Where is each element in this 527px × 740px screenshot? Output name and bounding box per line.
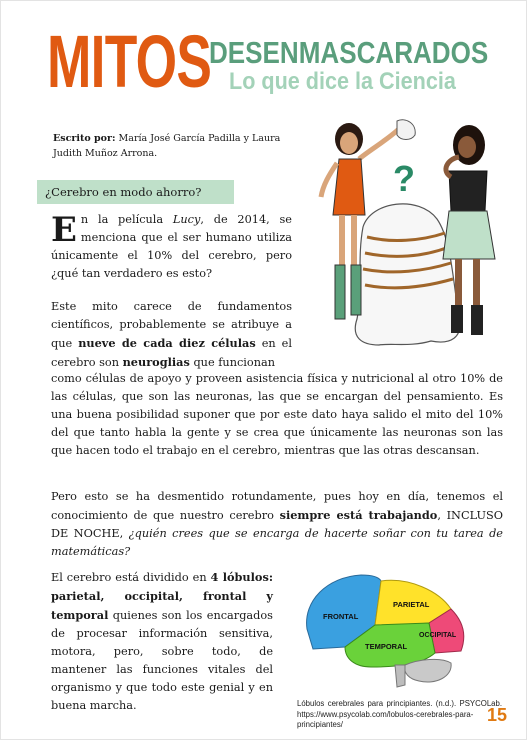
woman-left-arm-down: [321, 163, 337, 197]
brain-caption: Lóbulos cerebrales para principiantes. (n.d.). PSYCOLab. https://www.psycolab.com/lobulos-cerebrales-para-principiantes/: [297, 699, 502, 729]
woman-right-boot-2: [471, 305, 483, 335]
section-heading: ¿Cerebro en modo ahorro?: [37, 180, 234, 204]
woman-right-leg-2: [473, 259, 480, 305]
page-number: 15: [487, 705, 508, 725]
woman-left-leg-2: [351, 215, 357, 265]
title-tagline: Lo que dice la Ciencia: [229, 68, 456, 95]
intro-text-a: n la película: [80, 213, 173, 226]
brainstem: [395, 665, 405, 687]
paragraph-neuroglia-full: [51, 370, 503, 460]
author-label: Escrito por:: [53, 133, 116, 144]
woman-left-dress: [333, 159, 365, 215]
p3-bold: siempre está trabajando: [279, 508, 438, 522]
question-mark: ?: [393, 158, 415, 199]
p2-text-a: Este mito carece de fundamentos científicos, probablemente se atribuye a que: [51, 300, 292, 350]
paragraph-intro: [51, 211, 292, 283]
woman-right-face: [458, 136, 476, 158]
woman-right-boot-1: [451, 305, 463, 333]
p4-text-a: El cerebro está dividido en: [51, 571, 211, 584]
p4-bold: 4 lóbulos: parietal, occipital, frontal y temporal: [51, 570, 273, 622]
woman-left-boot-2: [351, 265, 361, 315]
ghost-mask: [397, 120, 415, 140]
intro-text-b: , de 2014, se menciona que el ser humano utiliza únicamente el 10% del cerebro, pero ¿qué tan verdadero es esto?: [51, 213, 292, 280]
p2-text-c: que funcionan: [189, 356, 275, 369]
woman-left-leg-1: [339, 215, 345, 265]
label-occipital: OCCIPITAL: [419, 632, 457, 639]
paragraph-lobes: [51, 568, 273, 715]
p3-text-a: Pero esto se ha desmentido rotundamente, pues hoy en día, tenemos el conocimiento de que nuestro cerebro: [51, 490, 503, 522]
ghost-sheet: [355, 204, 460, 345]
paragraph-neuroglia-intro: [51, 298, 292, 372]
p2-text-b: en el cerebro son: [51, 337, 292, 369]
woman-right-skirt: [443, 211, 495, 259]
title-desenmascarados: DESENMASCARADOS: [209, 35, 489, 70]
p4-text-b: quienes son los encargados de procesar información sensitiva, motora, pero, sobre todo, de mantener las funciones vitales del organismo y que todo este genial y en buena marcha.: [51, 609, 273, 712]
myth-illustration: [301, 119, 501, 351]
drop-cap: E: [51, 210, 77, 250]
p2-bold-1: nueve de cada diez células: [78, 336, 256, 350]
p3-text-b: , INCLUSO DE NOCHE,: [51, 509, 503, 540]
movie-title: Lucy: [172, 213, 201, 226]
label-parietal: PARIETAL: [393, 600, 430, 609]
label-temporal: TEMPORAL: [365, 642, 408, 651]
p2-full-text: como células de apoyo y proveen asistencia física y nutricional al otro 10% de las células, que son las neuronas, las que se encargan del pensamiento. Es una buena posibilidad suponer que por este dato haya salido el mito del 10% del que tanto habla la gente y se crea que únicamente las neuronas son las que hacen todo el trabajo en el cerebro, mientras que las otras descansan.: [51, 372, 503, 457]
brain-lobes-diagram: [301, 567, 471, 689]
woman-left-arm-up: [359, 127, 401, 159]
paragraph-brain-working: [51, 488, 503, 561]
label-frontal: FRONTAL: [323, 612, 359, 621]
title-mitos: MITOS: [47, 20, 212, 103]
cerebellum: [405, 659, 452, 682]
p3-italic: ¿quién crees que se encarga de hacerte soñar con tu tarea de matemáticas?: [51, 527, 503, 558]
woman-left-boot-1: [335, 265, 345, 319]
woman-right-top: [449, 171, 487, 211]
woman-right-leg-1: [455, 259, 462, 305]
p2-bold-2: neuroglias: [122, 355, 190, 369]
author-credit: [53, 131, 293, 161]
author-names: María José García Padilla y Laura Judith Muñoz Arrona.: [53, 133, 281, 159]
woman-left-face: [340, 132, 358, 154]
